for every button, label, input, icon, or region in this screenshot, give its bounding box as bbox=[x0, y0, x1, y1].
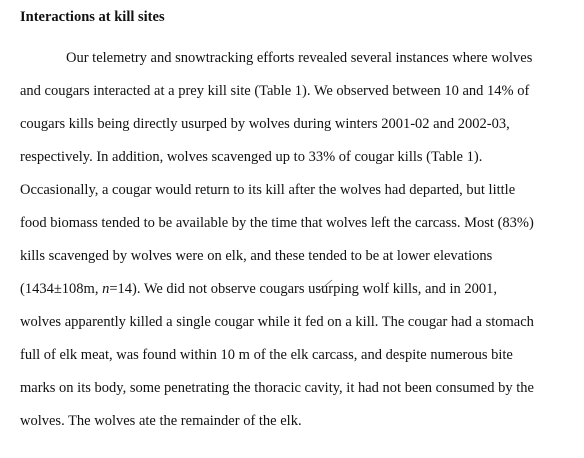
line-8-post: =14). We did not observe cougars usurping wolf kills, and in 2001, bbox=[109, 281, 498, 297]
pen-stroke-mark bbox=[318, 279, 334, 291]
paragraph-line-11: marks on its body, some penetrating the thoracic cavity, it had not been consumed by the bbox=[20, 380, 534, 396]
paragraph-line-9: wolves apparently killed a single cougar while it fed on a kill. The cougar had a stomach bbox=[20, 314, 534, 330]
paragraph-line-12: wolves. The wolves ate the remainder of the elk. bbox=[20, 413, 302, 429]
paragraph-line-1: Our telemetry and snowtracking efforts revealed several instances where wolves bbox=[66, 50, 533, 66]
paragraph-line-8 bbox=[20, 280, 497, 298]
paragraph-line-2: and cougars interacted at a prey kill site (Table 1). We observed between 10 and 14% of bbox=[20, 83, 530, 99]
paragraph-line-7: kills scavenged by wolves were on elk, and these tended to be at lower elevations bbox=[20, 248, 493, 264]
line-8-italic-n: n bbox=[102, 281, 110, 297]
paragraph-line-10: full of elk meat, was found within 10 m of the elk carcass, and despite numerous bite bbox=[20, 347, 513, 363]
section-heading: Interactions at kill sites bbox=[20, 9, 165, 25]
paragraph-line-5: Occasionally, a cougar would return to its kill after the wolves had departed, but little bbox=[20, 182, 516, 198]
paragraph-line-3: cougars kills being directly usurped by wolves during winters 2001-02 and 2002-03, bbox=[20, 116, 510, 132]
line-8-pre: (1434±108m, bbox=[20, 281, 103, 297]
paragraph-line-6: food biomass tended to be available by the time that wolves left the carcass. Most (83%) bbox=[20, 215, 534, 231]
paragraph-line-4: respectively. In addition, wolves scavenged up to 33% of cougar kills (Table 1). bbox=[20, 149, 483, 165]
